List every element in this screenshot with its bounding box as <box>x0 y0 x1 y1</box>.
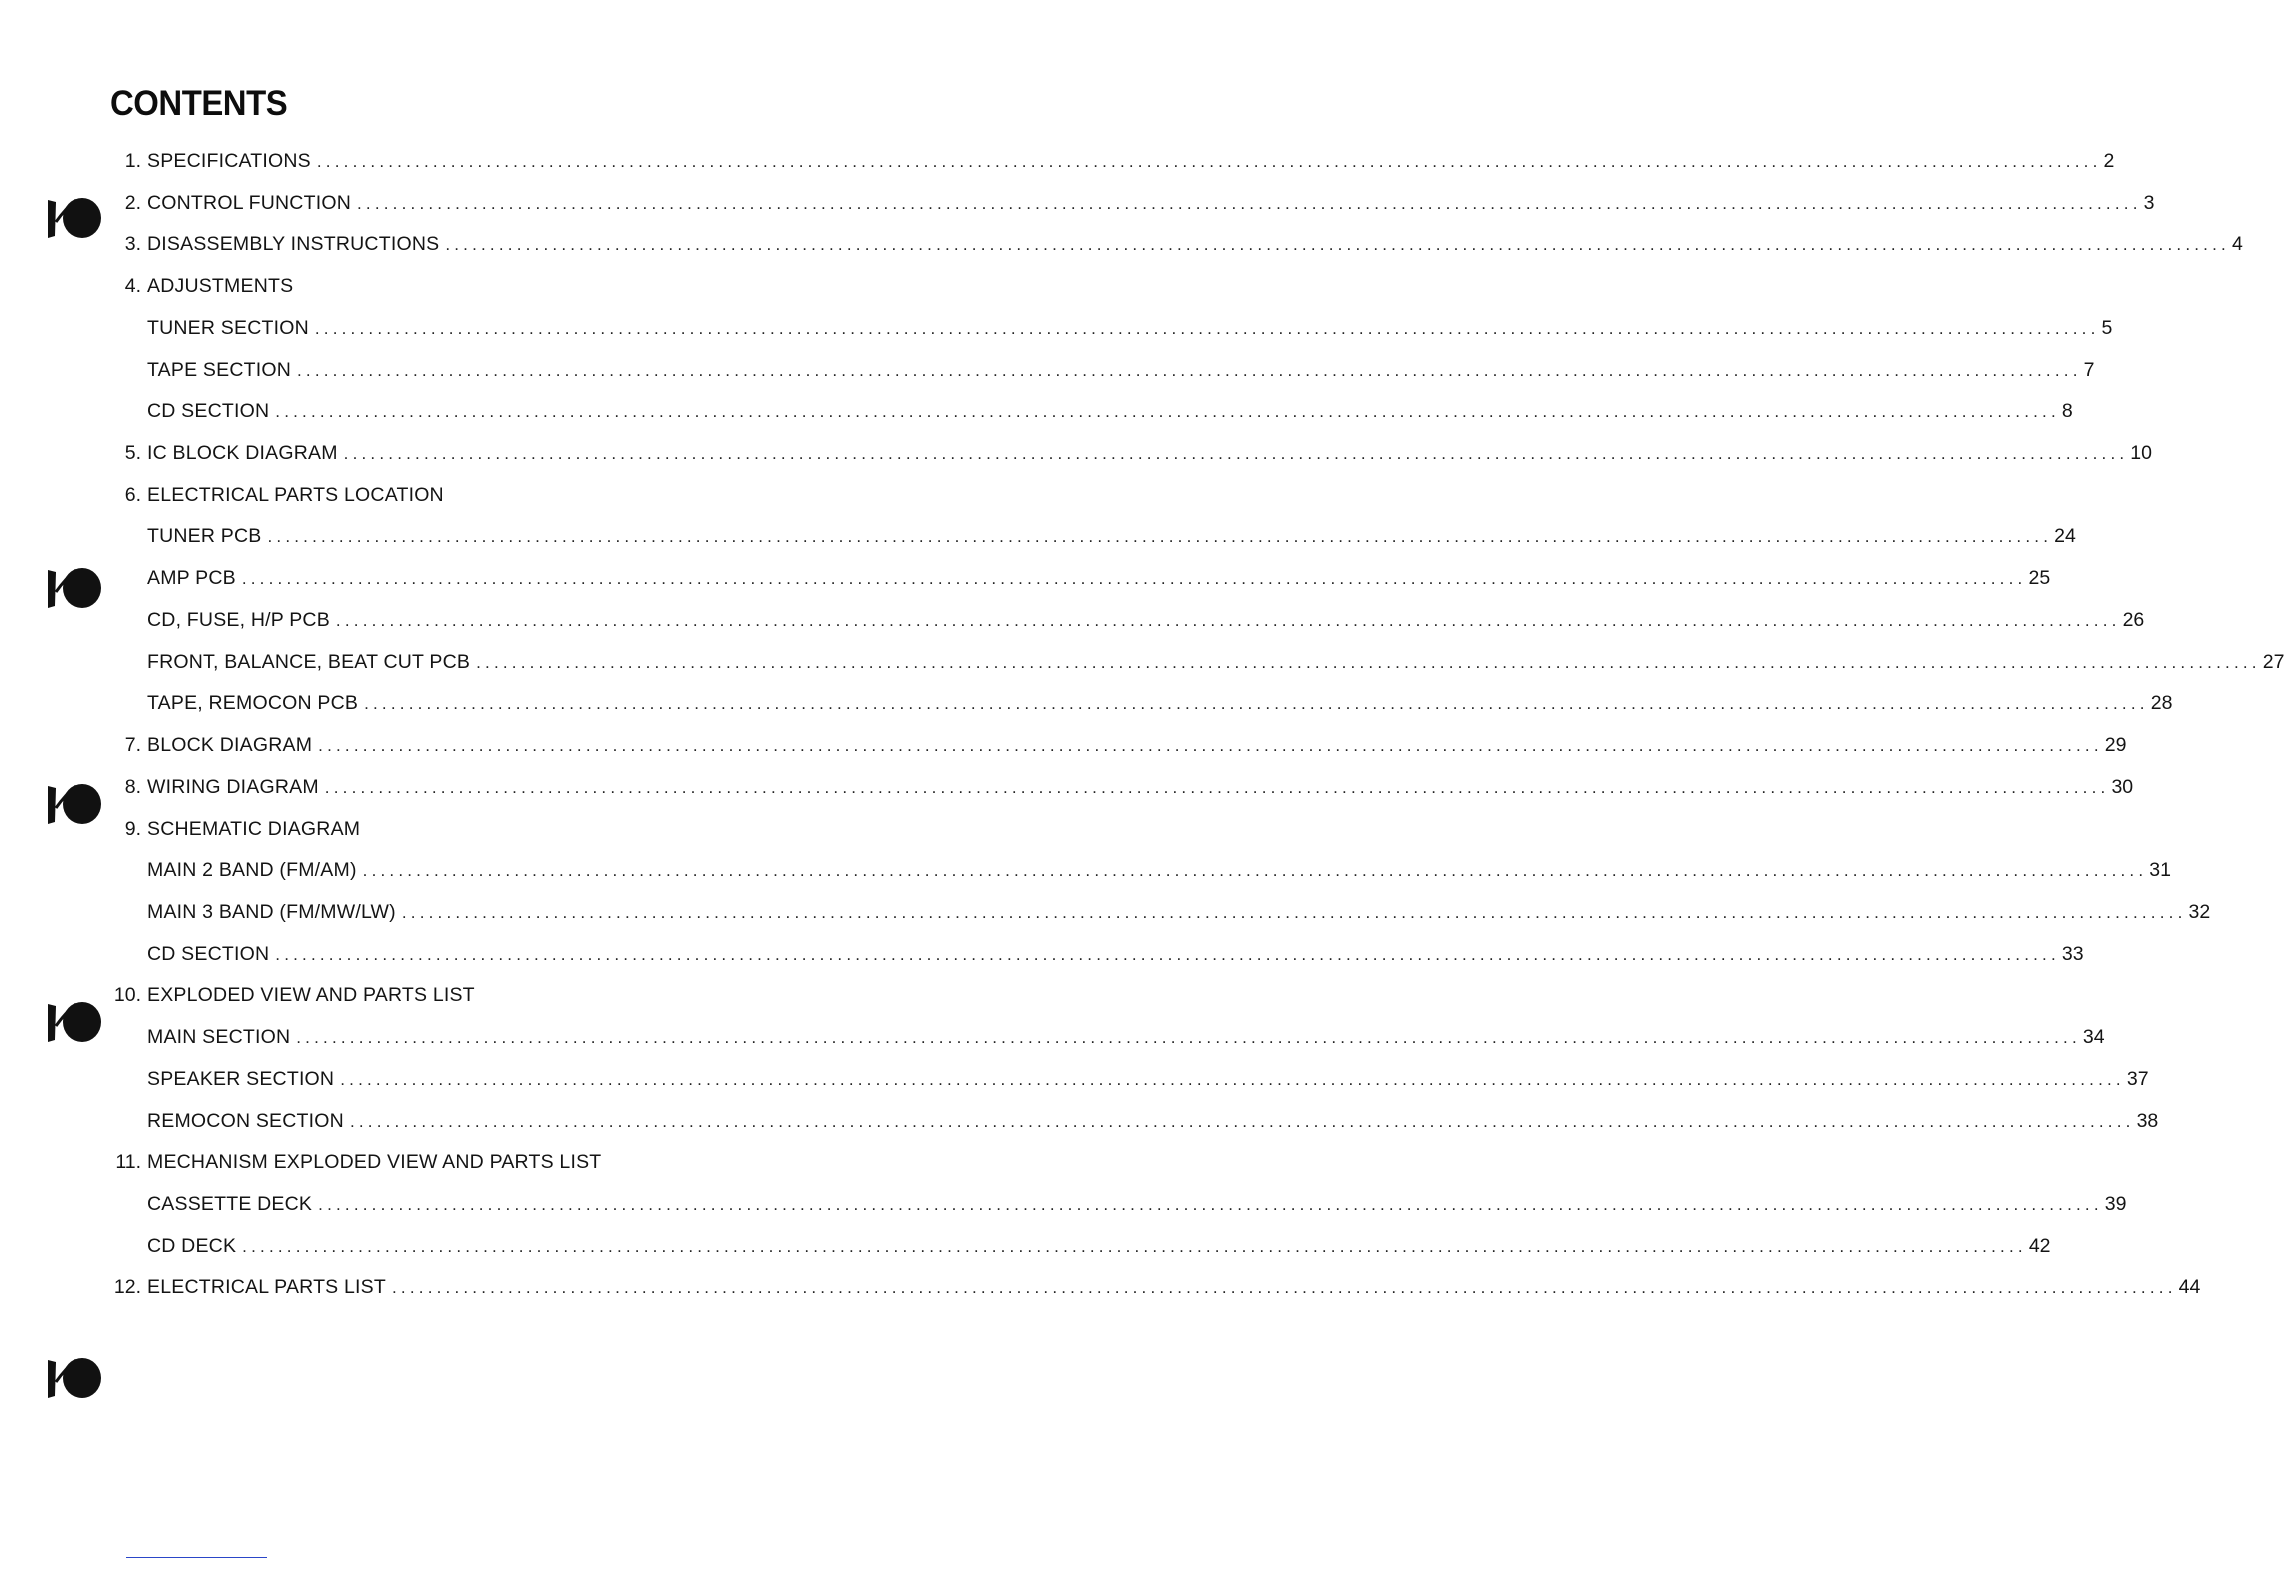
toc-entry-number: 10. <box>113 984 141 1006</box>
dot-leader: ........................................................................................................................................................................................................ <box>335 611 2121 630</box>
toc-entry-number: 12. <box>113 1276 141 1298</box>
toc-entry <box>0 856 2171 884</box>
toc-entry-page-number: 37 <box>2126 1068 2149 1090</box>
toc-entry-label: MAIN 2 BAND (FM/AM) <box>147 859 357 881</box>
dot-leader: ........................................................................................................................................................................................................ <box>324 778 2110 797</box>
toc-entry <box>0 314 2113 342</box>
toc-entry-label: CD SECTION <box>147 943 270 965</box>
toc-entry <box>0 1190 2127 1218</box>
toc-entry <box>0 773 2134 801</box>
toc-entry-page-number: 39 <box>2104 1193 2127 1215</box>
toc-entry-page-number: 3 <box>2143 192 2155 214</box>
toc-entry-page-number: 38 <box>2136 1110 2159 1132</box>
toc-entry <box>0 481 1224 509</box>
dot-leader: ........................................................................................................................................................................................................ <box>296 1028 2081 1047</box>
toc-entry-number: 2. <box>124 192 141 214</box>
toc-entry-page-number: 7 <box>2083 359 2095 381</box>
toc-entry <box>0 731 2127 759</box>
toc-entry-number: 4. <box>124 275 141 297</box>
toc-entry-page-number: 24 <box>2054 525 2076 547</box>
dot-leader: ........................................................................................................................................................................................................ <box>318 1195 2103 1214</box>
toc-entry <box>0 147 2115 175</box>
toc-entry-label: IC BLOCK DIAGRAM <box>147 442 338 464</box>
toc-entry-label: DISASSEMBLY INSTRUCTIONS <box>147 233 440 255</box>
toc-entry-page-number: 31 <box>2149 859 2171 881</box>
toc-entry-page-number: 33 <box>2061 943 2084 965</box>
dot-leader: ........................................................................................................................................................................................................ <box>296 361 2082 380</box>
toc-entry-label: BLOCK DIAGRAM <box>147 734 313 756</box>
toc-entry-label: ELECTRICAL PARTS LIST <box>147 1276 386 1298</box>
toc-entry <box>0 397 2073 425</box>
toc-entry <box>0 356 2095 384</box>
toc-entry-label: TUNER SECTION <box>147 317 309 339</box>
toc-entry-page-number: 25 <box>2028 567 2051 589</box>
toc-entry-label: MAIN 3 BAND (FM/MW/LW) <box>147 901 396 923</box>
dot-leader: ........................................................................................................................................................................................................ <box>445 235 2230 254</box>
toc-entry-page-number: 4 <box>2231 233 2243 255</box>
toc-entry-label: SPEAKER SECTION <box>147 1068 335 1090</box>
toc-entry-label: CONTROL FUNCTION <box>147 192 351 214</box>
toc-entry <box>0 606 2145 634</box>
toc-entry-page-number: 32 <box>2188 901 2211 923</box>
toc-entry-page-number: 34 <box>2082 1026 2105 1048</box>
toc-entry <box>0 1273 2201 1301</box>
toc-entry-page-number: 30 <box>2111 776 2134 798</box>
toc-entry-label: FRONT, BALANCE, BEAT CUT PCB <box>147 651 471 673</box>
dot-leader: ........................................................................................................................................................................................................ <box>392 1278 2177 1297</box>
page-title: CONTENTS <box>110 84 288 123</box>
toc-entry-label: ELECTRICAL PARTS LOCATION <box>147 484 444 506</box>
dot-leader: ........................................................................................................................................................................................................ <box>362 861 2148 880</box>
binder-mark-icon <box>46 562 104 612</box>
toc-entry <box>0 1065 2149 1093</box>
toc-entry-label: TAPE, REMOCON PCB <box>147 692 359 714</box>
toc-entry <box>0 981 1224 1009</box>
dot-leader: ........................................................................................................................................................................................................ <box>241 569 2027 588</box>
toc-entry <box>0 898 2211 926</box>
toc-entry <box>0 1107 2159 1135</box>
toc-entry <box>0 564 2051 592</box>
toc-entry-page-number: 26 <box>2122 609 2145 631</box>
dot-leader: ........................................................................................................................................................................................................ <box>356 194 2142 213</box>
toc-entry-label: MECHANISM EXPLODED VIEW AND PARTS LIST <box>147 1151 602 1173</box>
toc-entry-number: 6. <box>124 484 141 506</box>
toc-entry-page-number: 44 <box>2178 1276 2201 1298</box>
binder-mark-icon <box>46 996 104 1046</box>
toc-entry-page-number: 5 <box>2101 317 2113 339</box>
toc-entry-label: TUNER PCB <box>147 525 262 547</box>
toc-entry-number: 11. <box>115 1151 141 1173</box>
toc-entry-page-number: 28 <box>2150 692 2173 714</box>
dot-leader: ........................................................................................................................................................................................................ <box>275 402 2060 421</box>
toc-entry-page-number: 10 <box>2130 442 2152 464</box>
toc-entry <box>0 1232 2051 1260</box>
toc-entry-page-number: 2 <box>2103 150 2115 172</box>
toc-entry <box>0 189 2155 217</box>
toc-entry-page-number: 42 <box>2028 1235 2051 1257</box>
toc-entry-number: 1. <box>124 150 141 172</box>
toc-entry-page-number: 8 <box>2061 400 2073 422</box>
dot-leader: ........................................................................................................................................................................................................ <box>340 1070 2125 1089</box>
toc-entry-label: TAPE SECTION <box>147 359 291 381</box>
dot-leader: ........................................................................................................................................................................................................ <box>242 1237 2027 1256</box>
dot-leader: ........................................................................................................................................................................................................ <box>318 736 2103 755</box>
toc-entry-label: ADJUSTMENTS <box>147 275 294 297</box>
toc-entry-label: SPECIFICATIONS <box>147 150 311 172</box>
toc-entry <box>0 940 2084 968</box>
toc-entry-number: 8. <box>124 776 141 798</box>
dot-leader: ........................................................................................................................................................................................................ <box>364 694 2149 713</box>
binder-mark-icon <box>46 778 104 828</box>
binder-mark-icon <box>46 1352 104 1402</box>
toc-entry <box>0 689 2173 717</box>
dot-leader: ........................................................................................................................................................................................................ <box>316 152 2102 171</box>
toc-entry-label: CD DECK <box>147 1235 237 1257</box>
toc-entry-page-number: 27 <box>2262 651 2284 673</box>
toc-entry-label: CASSETTE DECK <box>147 1193 313 1215</box>
toc-entry-number: 5. <box>124 442 141 464</box>
toc-entry-label: CD SECTION <box>147 400 270 422</box>
toc-entry <box>0 272 1224 300</box>
toc-entry <box>0 522 2076 550</box>
toc-entry <box>0 1148 1224 1176</box>
toc-entry <box>0 648 2284 676</box>
toc-entry <box>0 815 1224 843</box>
toc-entry-label: AMP PCB <box>147 567 236 589</box>
dot-leader: ........................................................................................................................................................................................................ <box>275 945 2060 964</box>
dot-leader: ........................................................................................................................................................................................................ <box>267 527 2053 546</box>
toc-entry-number: 9. <box>124 818 141 840</box>
toc-entry-label: REMOCON SECTION <box>147 1110 344 1132</box>
toc-entry-number: 3. <box>124 233 141 255</box>
footer-rule <box>126 1557 267 1558</box>
dot-leader: ........................................................................................................................................................................................................ <box>343 444 2129 463</box>
binder-mark-icon <box>46 192 104 242</box>
dot-leader: ........................................................................................................................................................................................................ <box>314 319 2100 338</box>
toc-entry-page-number: 29 <box>2104 734 2127 756</box>
toc-entry-label: SCHEMATIC DIAGRAM <box>147 818 361 840</box>
toc-entry <box>0 230 2243 258</box>
dot-leader: ........................................................................................................................................................................................................ <box>349 1112 2135 1131</box>
toc-entry-label: MAIN SECTION <box>147 1026 291 1048</box>
toc-entry-number: 7. <box>124 734 141 756</box>
toc-entry-label: CD, FUSE, H/P PCB <box>147 609 330 631</box>
toc-entry <box>0 1023 2105 1051</box>
toc-entry-label: WIRING DIAGRAM <box>147 776 319 798</box>
toc-entry <box>0 439 2152 467</box>
toc-entry-label: EXPLODED VIEW AND PARTS LIST <box>147 984 475 1006</box>
dot-leader: ........................................................................................................................................................................................................ <box>401 903 2187 922</box>
dot-leader: ........................................................................................................................................................................................................ <box>476 653 2261 672</box>
